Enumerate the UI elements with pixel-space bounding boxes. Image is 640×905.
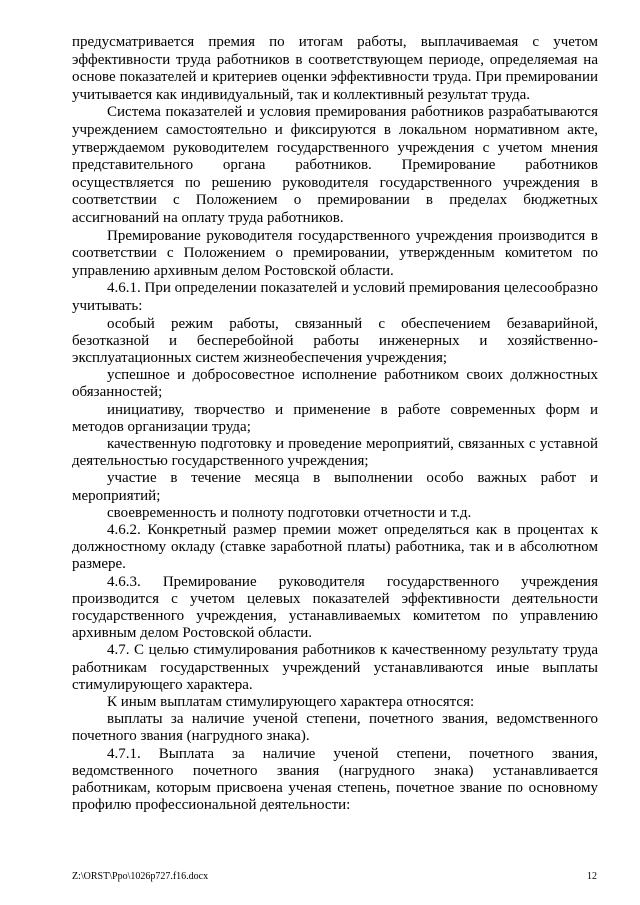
list-item-events: качественную подготовку и проведение мероприятий, связанных с уставной деятельностью государственного учреждения; [72,435,598,470]
paragraph-4-6-2: 4.6.2. Конкретный размер премии может определяться как в процентах к должностному окладу (ставке заработной платы) работника, так и в абсолютном размере. [72,521,598,573]
document-page [72,34,598,814]
paragraph-indicator-system: Система показателей и условия премирования работников разрабатываются учреждением самостоятельно и фиксируются в локальном нормативном акте, утверждаемом руководителем государственного учреждения с учетом мнения представительного органа работников. Премирование работников осуществляется по решению руководителя государственного учреждения в соответствии с Положением о премировании в пределах бюджетных ассигнований на оплату труда работников. [72,104,598,226]
page-number: 12 [587,871,597,882]
paragraph-other-payments: К иным выплатам стимулирующего характера относятся: [107,693,475,710]
paragraph-4-6-3: 4.6.3. Премирование руководителя государственного учреждения производится с учетом целевых показателей эффективности деятельности государственного учреждения, устанавливаемых комитетом по управлению архивным делом Ростовской области. [72,573,598,642]
paragraph-4-6-1: 4.6.1. При определении показателей и условий премирования целесообразно учитывать: [72,280,598,314]
list-item-important-work: участие в течение месяца в выполнении особо важных работ и мероприятий; [72,470,598,504]
paragraph-4-7: 4.7. С целью стимулирования работников к качественному результату труда работникам государственных учреждений устанавливаются иные выплаты стимулирующего характера. [72,642,598,693]
list-item-special-regime: особый режим работы, связанный с обеспечением безаварийной, безотказной и бесперебойной работы инженерных и хозяйственно-эксплуатационных систем жизнеобеспечения учреждения; [72,315,598,366]
paragraph-4-7-1: 4.7.1. Выплата за наличие ученой степени, почетного звания, ведомственного почетного звания (нагрудного знака) устанавливается работникам, которым присвоена ученая степень, почетное звание по основному профилю профессиональной деятельности: [72,745,598,814]
list-item-reporting: своевременность и полноту подготовки отчетности и т.д. [107,504,472,521]
paragraph-director-bonus: Премирование руководителя государственного учреждения производится в соответствии с Положением о премировании, утвержденным комитетом по управлению архивным делом Ростовской области. [72,227,598,279]
paragraph-bonus-intro: предусматривается премия по итогам работы, выплачиваемая с учетом эффективности труда работников в соответствующем периоде, определяемая на основе показателей и критериев оценки эффективности труда. При премировании учитывается как индивидуальный, так и коллективный результат труда. [72,34,598,103]
list-item-degree-payments: выплаты за наличие ученой степени, почетного звания, ведомственного почетного звания (нагрудного знака). [72,711,598,745]
list-item-initiative: инициативу, творчество и применение в работе современных форм и методов организации труда; [72,401,598,435]
list-item-duties: успешное и добросовестное исполнение работником своих должностных обязанностей; [72,367,598,401]
file-path: Z:\ORST\Ppo\1026p727.f16.docx [72,871,209,882]
